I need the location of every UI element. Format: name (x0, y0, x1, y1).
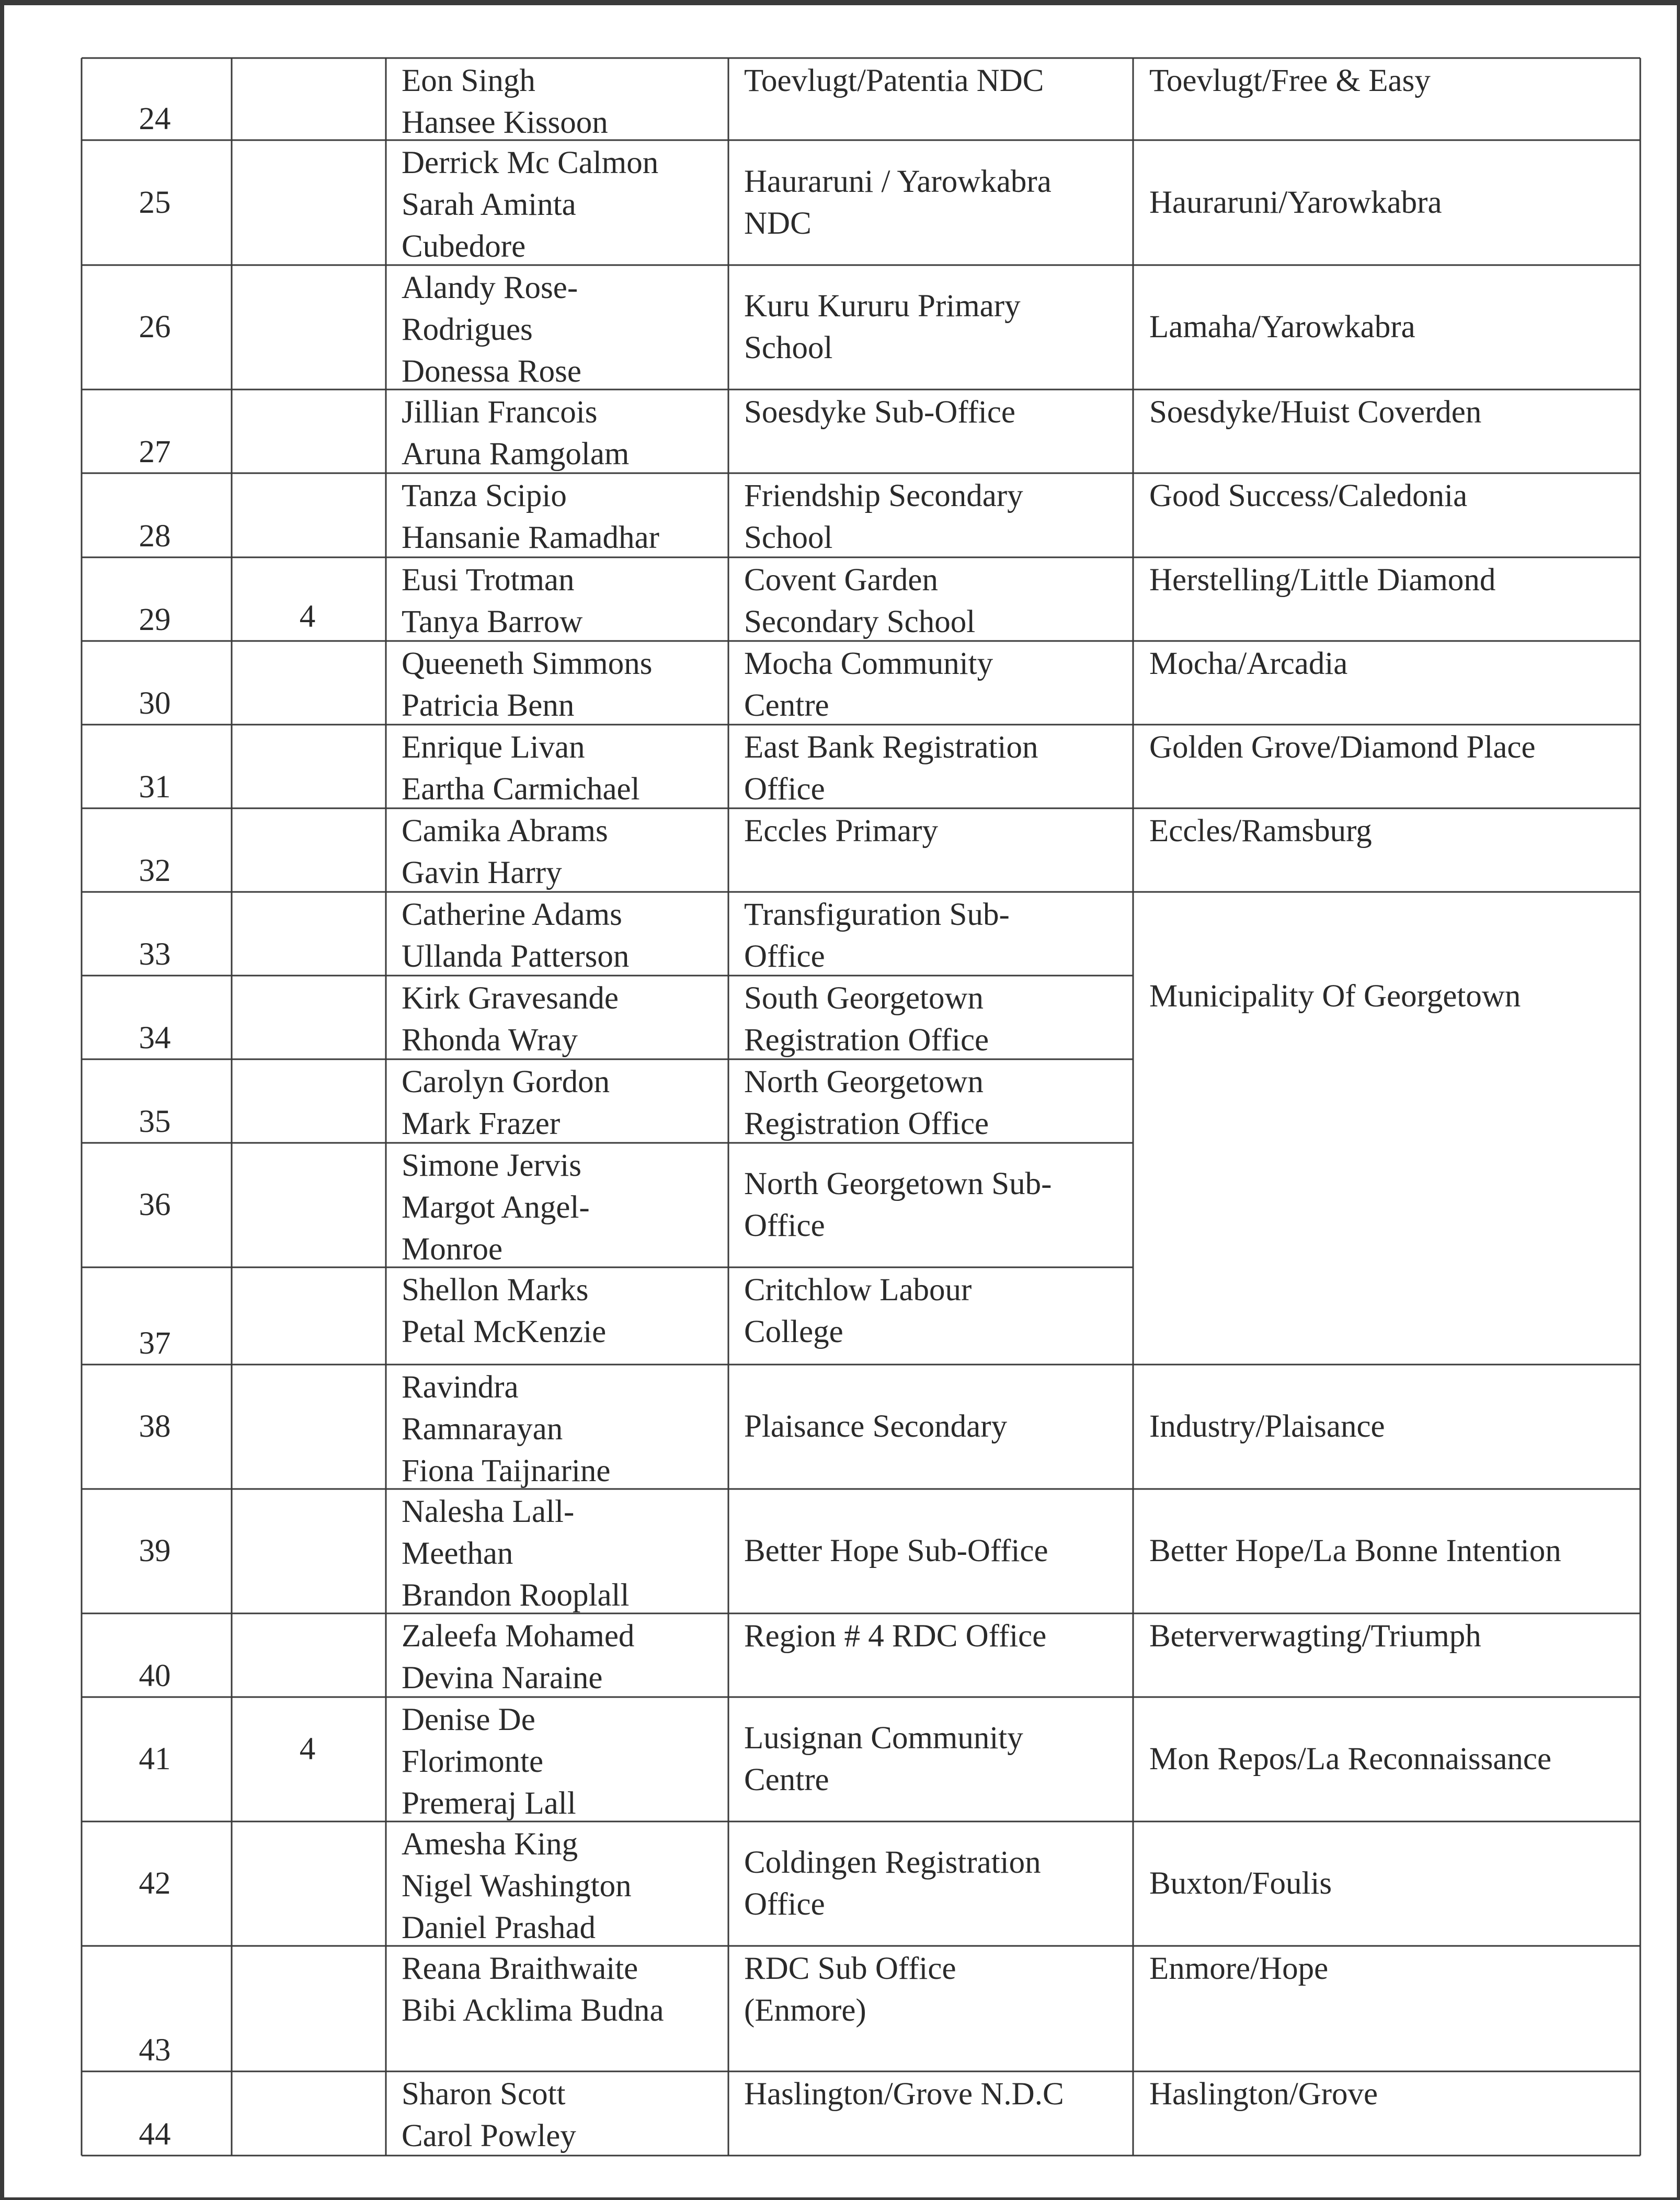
row-location: North Georgetown Sub- Office (744, 1166, 1052, 1243)
merged-area-georgetown: Municipality Of Georgetown (1149, 979, 1521, 1014)
row-location: Lusignan Community Centre (744, 1721, 1023, 1797)
row-names: Carolyn Gordon Mark Frazer (402, 1064, 610, 1141)
row-location: North Georgetown Registration Office (744, 1064, 989, 1141)
row-area: Lamaha/Yarowkabra (1149, 310, 1415, 345)
row-number: 42 (139, 1866, 171, 1901)
row-area: Hauraruni/Yarowkabra (1149, 185, 1442, 220)
row-number: 26 (139, 310, 171, 345)
row-area: Good Success/Caledonia (1149, 478, 1468, 513)
row-names: Eon Singh Hansee Kissoon (402, 63, 608, 140)
row-names: Eusi Trotman Tanya Barrow (402, 563, 583, 639)
row-location: Covent Garden Secondary School (744, 563, 976, 639)
row-number: 25 (139, 185, 171, 220)
region-label-2: 4 (299, 1732, 316, 1767)
row-location: Transfiguration Sub- Office (744, 897, 1010, 974)
row-area: Beterverwagting/Triumph (1149, 1619, 1481, 1654)
row-names: Jillian Francois Aruna Ramgolam (402, 395, 630, 472)
row-names: Derrick Mc Calmon Sarah Aminta Cubedore (402, 145, 659, 264)
row-names: Denise De Florimonte Premeraj Lall (402, 1702, 576, 1821)
row-number: 35 (139, 1104, 171, 1139)
row-names: Tanza Scipio Hansanie Ramadhar (402, 478, 659, 555)
row-number: 28 (139, 519, 171, 554)
row-number: 31 (139, 770, 171, 805)
row-number: 34 (139, 1021, 171, 1056)
row-names: Queeneth Simmons Patricia Benn (402, 646, 653, 723)
row-number: 24 (139, 101, 171, 136)
row-area: Mon Repos/La Reconnaissance (1149, 1741, 1552, 1777)
row-number: 43 (139, 2033, 171, 2068)
row-number: 27 (139, 434, 171, 469)
row-names: Enrique Livan Eartha Carmichael (402, 730, 640, 807)
row-location: Kuru Kururu Primary School (744, 289, 1021, 365)
row-number: 37 (139, 1326, 171, 1361)
row-area: Golden Grove/Diamond Place (1149, 730, 1536, 765)
row-number: 38 (139, 1409, 171, 1444)
row-number: 39 (139, 1533, 171, 1568)
row-number: 33 (139, 937, 171, 972)
row-area: Better Hope/La Bonne Intention (1149, 1533, 1561, 1568)
row-names: Zaleefa Mohamed Devina Naraine (402, 1619, 635, 1695)
row-number: 30 (139, 686, 171, 721)
row-location: Coldingen Registration Office (744, 1845, 1041, 1922)
row-location: Better Hope Sub-Office (744, 1533, 1048, 1568)
region-label-1: 4 (299, 599, 316, 634)
row-location: Plaisance Secondary (744, 1409, 1008, 1444)
row-names: Amesha King Nigel Washington Daniel Prashad (402, 1827, 632, 1945)
row-location: South Georgetown Registration Office (744, 981, 989, 1058)
row-names: Sharon Scott Carol Powley (402, 2077, 576, 2153)
row-location: Eccles Primary (744, 813, 938, 849)
row-names: Simone Jervis Margot Angel- Monroe (402, 1148, 590, 1267)
row-area: Soesdyke/Huist Coverden (1149, 395, 1482, 430)
row-area: Buxton/Foulis (1149, 1866, 1332, 1901)
row-names: Alandy Rose- Rodrigues Donessa Rose (402, 270, 581, 389)
row-area: Industry/Plaisance (1149, 1409, 1385, 1444)
row-number: 32 (139, 853, 171, 888)
row-number: 40 (139, 1658, 171, 1693)
row-location: Mocha Community Centre (744, 646, 993, 723)
row-names: Camika Abrams Gavin Harry (402, 813, 608, 890)
row-area: Eccles/Ramsburg (1149, 813, 1372, 849)
row-location: Soesdyke Sub-Office (744, 395, 1015, 430)
row-number: 41 (139, 1741, 171, 1777)
row-location: Haslington/Grove N.D.C (744, 2077, 1064, 2112)
row-area: Toevlugt/Free & Easy (1149, 63, 1431, 98)
row-location: Hauraruni / Yarowkabra NDC (744, 164, 1052, 241)
row-location: RDC Sub Office (Enmore) (744, 1951, 956, 2028)
row-names: Kirk Gravesande Rhonda Wray (402, 981, 619, 1058)
row-number: 36 (139, 1187, 171, 1222)
row-names: Catherine Adams Ullanda Patterson (402, 897, 630, 974)
row-names: Ravindra Ramnarayan Fiona Taijnarine (402, 1370, 611, 1488)
row-area: Enmore/Hope (1149, 1951, 1329, 1986)
row-location: Friendship Secondary School (744, 478, 1023, 555)
row-location: East Bank Registration Office (744, 730, 1038, 807)
row-area: Haslington/Grove (1149, 2077, 1378, 2112)
row-names: Reana Braithwaite Bibi Acklima Budna (402, 1951, 664, 2028)
row-names: Shellon Marks Petal McKenzie (402, 1273, 607, 1349)
row-area: Mocha/Arcadia (1149, 646, 1348, 681)
row-number: 44 (139, 2117, 171, 2152)
row-location: Critchlow Labour College (744, 1273, 972, 1349)
row-location: Toevlugt/Patentia NDC (744, 63, 1044, 98)
row-number: 29 (139, 602, 171, 637)
row-location: Region # 4 RDC Office (744, 1619, 1047, 1654)
row-names: Nalesha Lall- Meethan Brandon Rooplall (402, 1494, 630, 1613)
row-area: Herstelling/Little Diamond (1149, 563, 1496, 598)
